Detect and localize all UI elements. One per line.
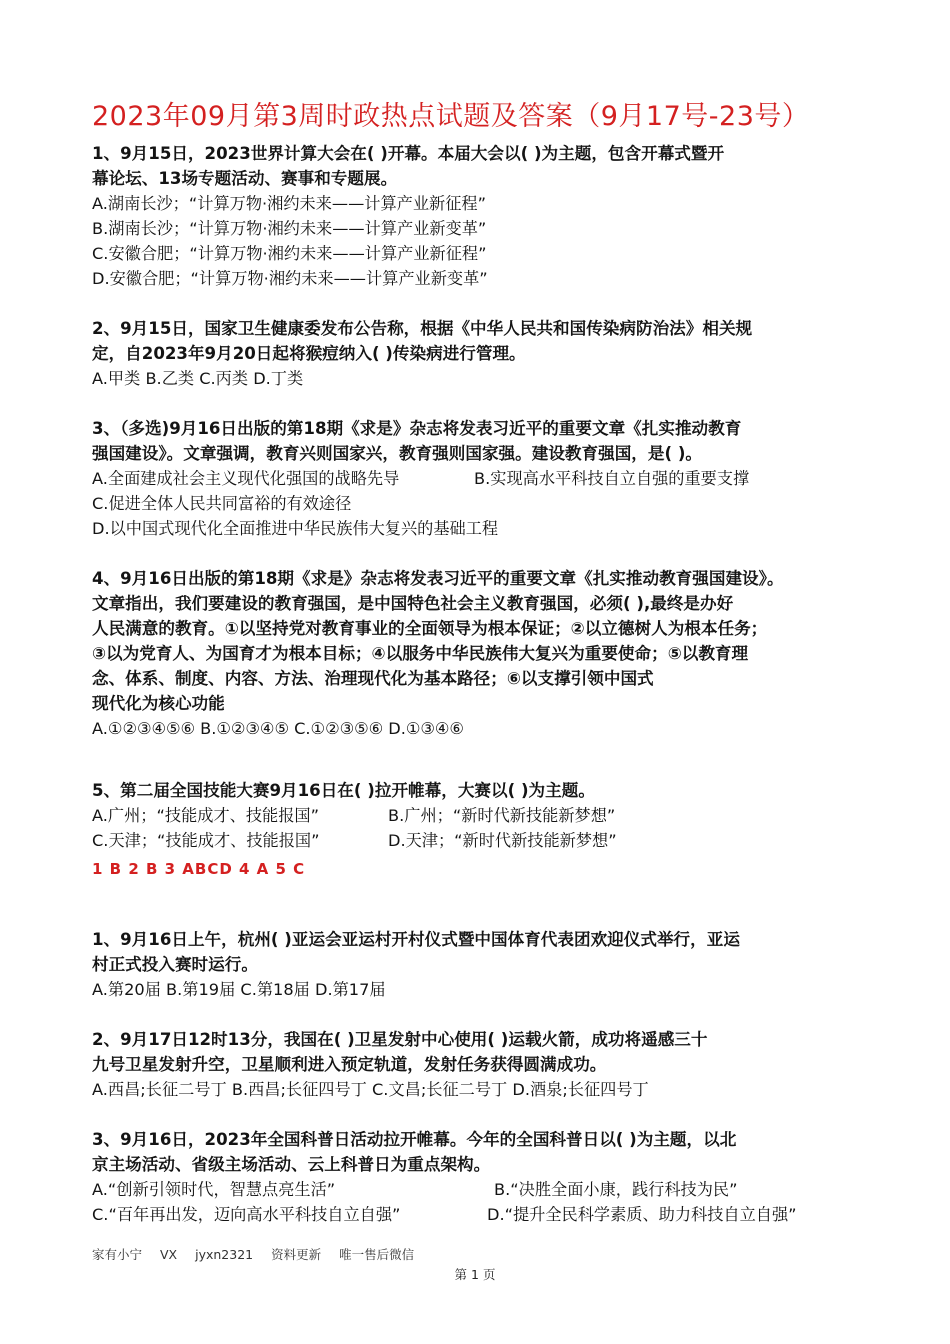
question-stem: 1、9月15日，2023世界计算大会在( )开幕。本届大会以( )为主题，包含开幕式暨开 (92, 144, 725, 163)
question-stem: 定，自2023年9月20日起将猴痘纳入( )传染病进行管理。 (92, 344, 526, 363)
options-row: A.第20届 B.第19届 C.第18届 D.第17届 (92, 980, 386, 999)
footer-name: 家有小宁 (92, 1247, 143, 1262)
question-stem: 九号卫星发射升空，卫星顺利进入预定轨道，发射任务获得圆满成功。 (92, 1055, 607, 1074)
options-row: A.西昌;长征二号丁 B.西昌;长征四号丁 C.文昌;长征二号丁 D.酒泉;长征四号丁 (92, 1080, 649, 1099)
options-row: A.①②③④⑤⑥ B.①②③④⑤ C.①②③⑤⑥ D.①③④⑥ (92, 719, 464, 738)
question-stem: 文章指出，我们要建设的教育强国，是中国特色社会主义教育强国，必须( ),最终是办好 (92, 594, 734, 613)
footer-id: jyxn2321 (195, 1247, 254, 1262)
option-b: B.广州；“新时代新技能新梦想” (388, 806, 616, 825)
question-stem: 2、9月15日，国家卫生健康委发布公告称，根据《中华人民共和国传染病防治法》相关规 (92, 319, 753, 338)
option-a: A.全面建成社会主义现代化强国的战略先导 (92, 469, 400, 488)
option-c: C.促进全体人民共同富裕的有效途径 (92, 494, 352, 513)
footer-vx: VX (160, 1247, 178, 1262)
option-b: B.实现高水平科技自立自强的重要支撑 (474, 469, 750, 488)
option-b: B.“决胜全面小康，践行科技为民” (494, 1180, 738, 1199)
answer-key: 1 B 2 B 3 ABCD 4 A 5 C (92, 860, 306, 878)
option-c: C.“百年再出发，迈向高水平科技自立自强” (92, 1205, 401, 1224)
question-stem: 3、（多选)9月16日出版的第18期《求是》杂志将发表习近平的重要文章《扎实推动教育 (92, 419, 742, 438)
footer-update: 资料更新 (271, 1247, 322, 1262)
question-stem: 现代化为核心功能 (92, 694, 225, 713)
option-b: B.湖南长沙；“计算万物·湘约未来——计算产业新变革” (92, 219, 487, 238)
question-stem: 人民满意的教育。①以坚持党对教育事业的全面领导为根本保证；②以立德树人为根本任务； (92, 619, 768, 638)
page-number: 第 1 页 (454, 1267, 496, 1282)
question-stem: ③以为党育人、为国育才为根本目标；④以服务中华民族伟大复兴为重要使命；⑤以教育理 (92, 644, 749, 663)
question-stem: 2、9月17日12时13分，我国在( )卫星发射中心使用( )运载火箭，成功将遥感三十 (92, 1030, 708, 1049)
question-stem: 村正式投入赛时运行。 (92, 955, 258, 974)
option-a: A.湖南长沙；“计算万物·湘约未来——计算产业新征程” (92, 194, 486, 213)
question-stem: 强国建设》。文章强调，教育兴则国家兴，教育强则国家强。建设教育强国，是( )。 (92, 444, 703, 463)
question-stem: 念、体系、制度、内容、方法、治理现代化为基本路径；⑥以支撑引领中国式 (92, 669, 654, 688)
question-stem: 幕论坛、13场专题活动、赛事和专题展。 (92, 169, 398, 188)
option-c: C.安徽合肥；“计算万物·湘约未来——计算产业新征程” (92, 244, 487, 263)
question-stem: 4、9月16日出版的第18期《求是》杂志将发表习近平的重要文章《扎实推动教育强国建设》。 (92, 569, 784, 588)
question-stem: 5、第二届全国技能大赛9月16日在( )拉开帷幕，大赛以( )为主题。 (92, 781, 595, 800)
option-d: D.“提升全民科学素质、助力科技自立自强” (487, 1205, 797, 1224)
option-c: C.天津；“技能成才、技能报国” (92, 831, 320, 850)
option-d: D.安徽合肥；“计算万物·湘约未来——计算产业新变革” (92, 269, 488, 288)
options-row: A.甲类 B.乙类 C.丙类 D.丁类 (92, 369, 304, 388)
option-a: A.“创新引领时代，智慧点亮生活” (92, 1180, 336, 1199)
question-stem: 3、9月16日，2023年全国科普日活动拉开帷幕。今年的全国科普日以( )为主题，以北 (92, 1130, 737, 1149)
question-stem: 京主场活动、省级主场活动、云上科普日为重点架构。 (92, 1155, 491, 1174)
option-a: A.广州；“技能成才、技能报国” (92, 806, 319, 825)
footer-note (92, 1246, 428, 1264)
option-d: D.以中国式现代化全面推进中华民族伟大复兴的基础工程 (92, 519, 499, 538)
question-stem: 1、9月16日上午，杭州( )亚运会亚运村开村仪式暨中国体育代表团欢迎仪式举行，亚运 (92, 930, 740, 949)
page-title: 2023年09月第3周时政热点试题及答案（9月17号-23号） (92, 101, 810, 130)
footer-service: 唯一售后微信 (339, 1247, 415, 1262)
option-d: D.天津；“新时代新技能新梦想” (388, 831, 617, 850)
